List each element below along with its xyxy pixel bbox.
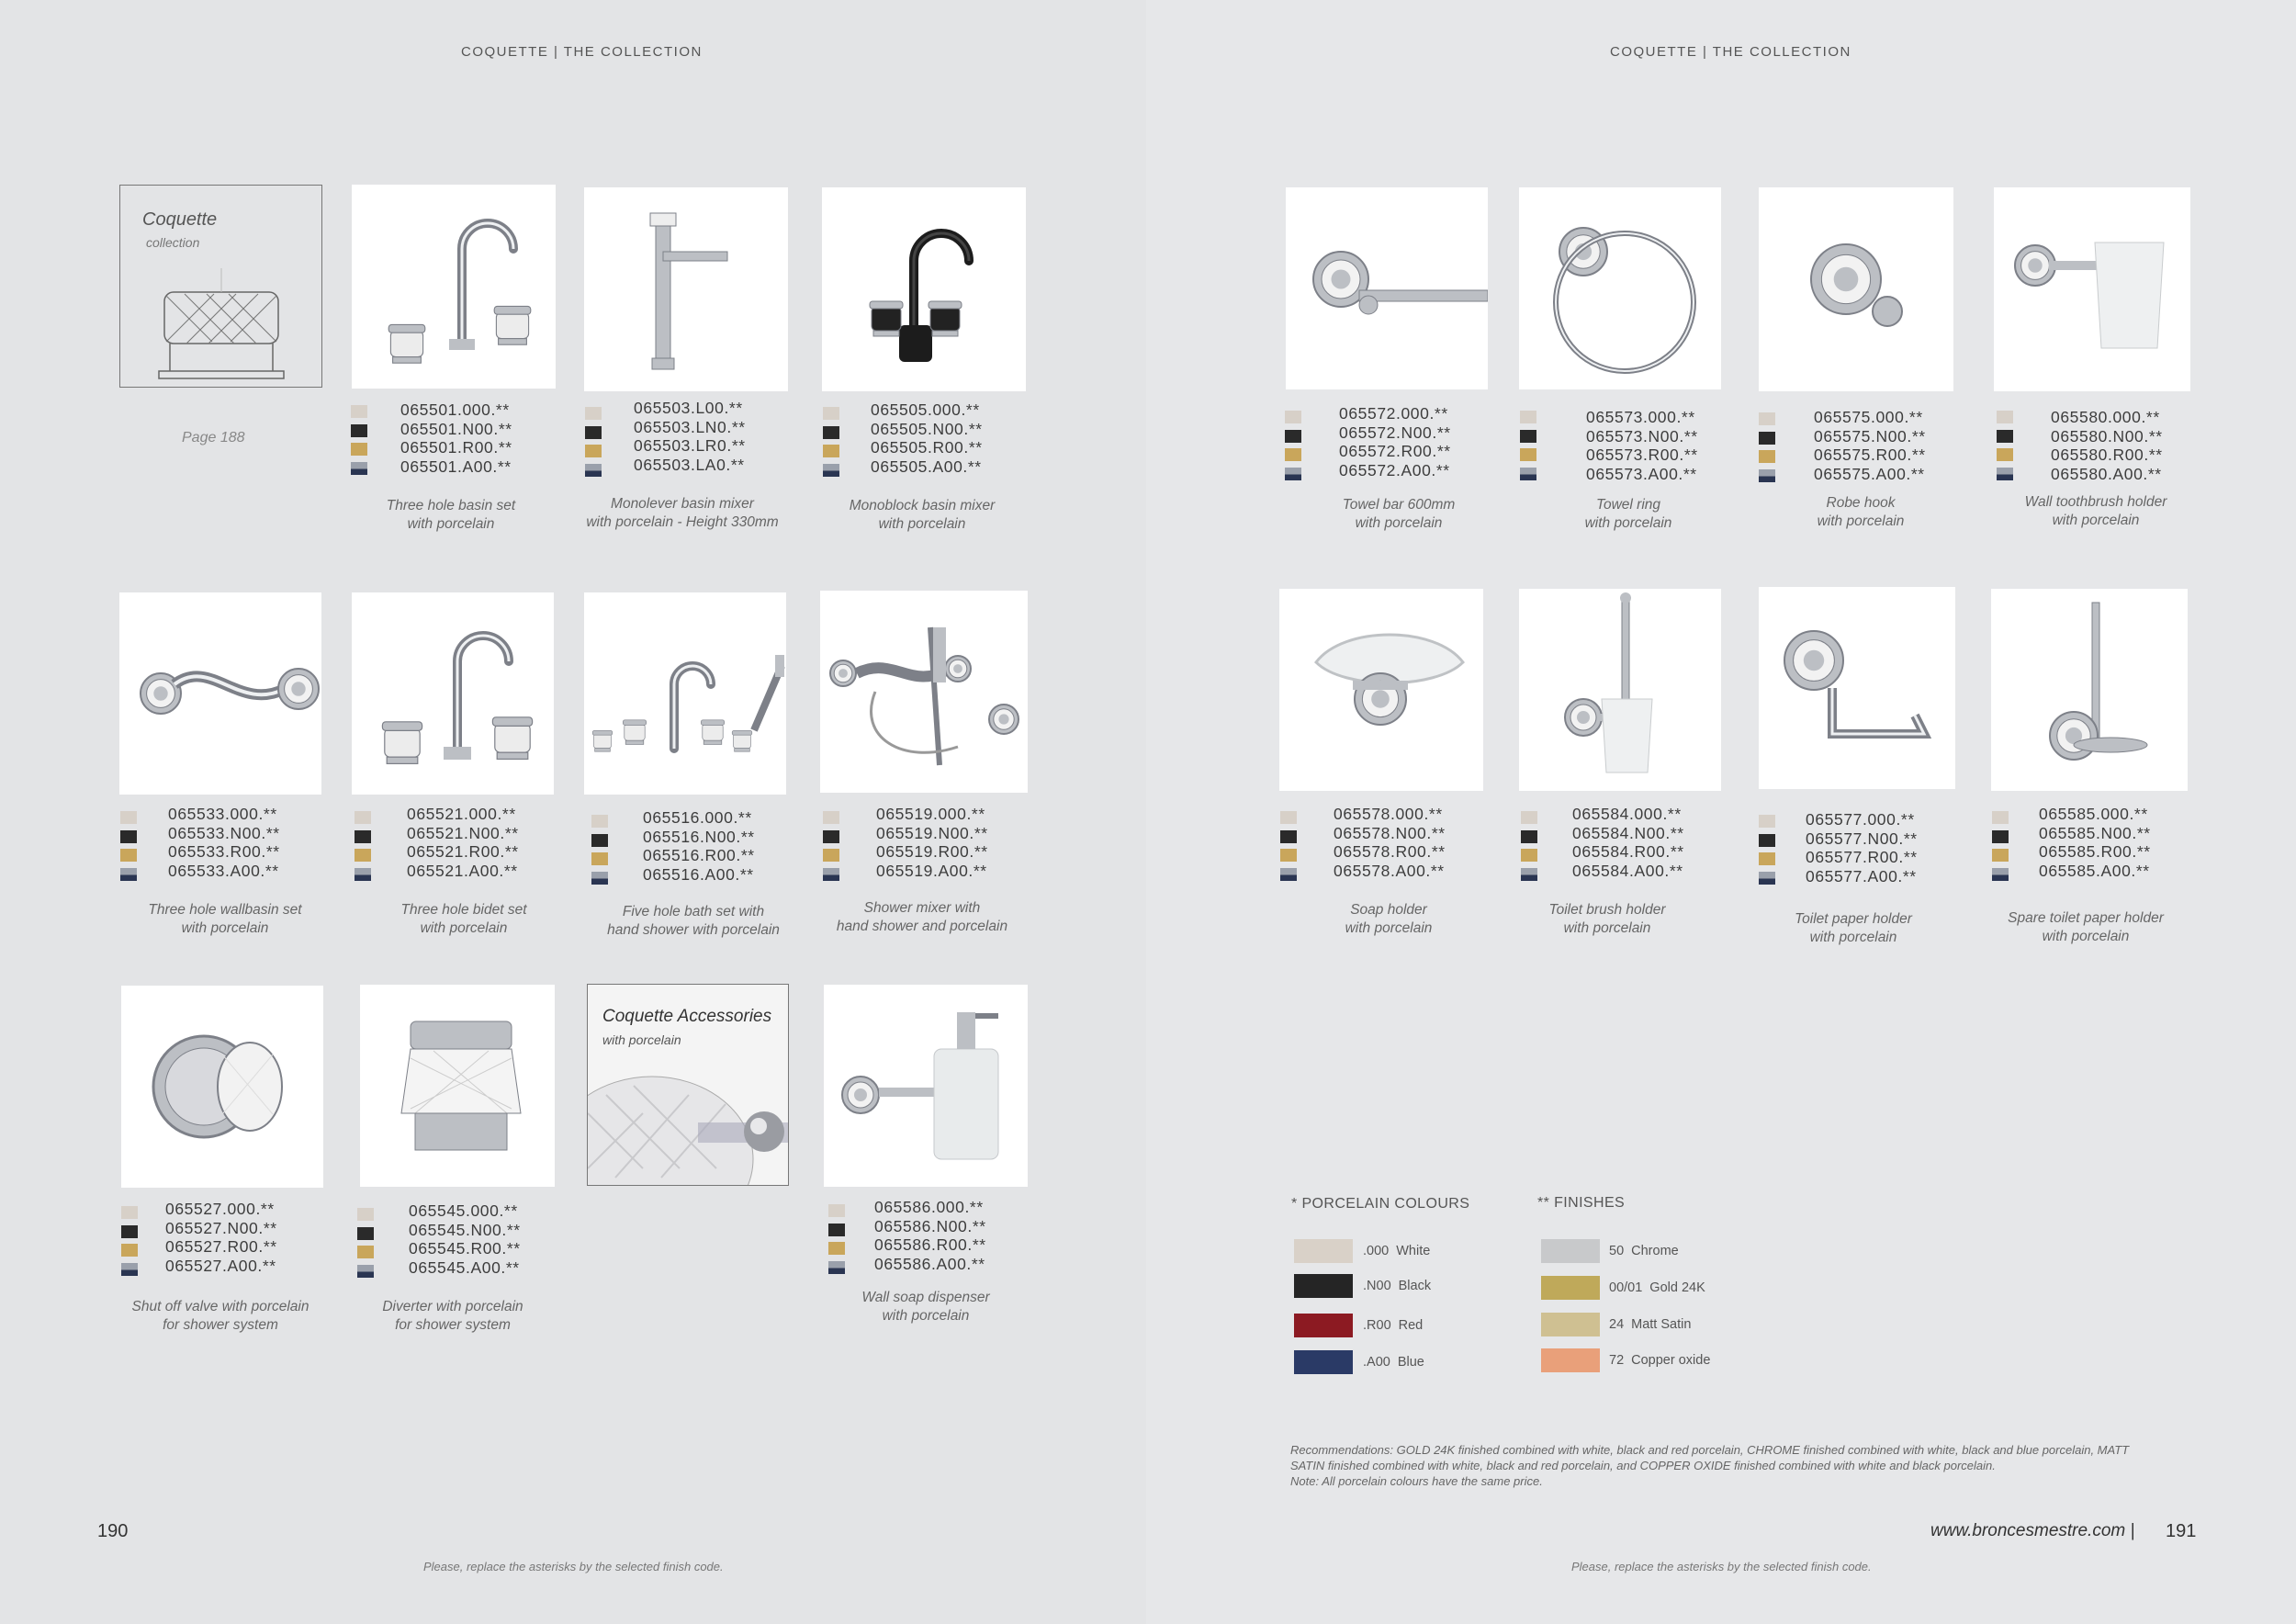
caption-line: Soap holder [1350,902,1427,918]
porcelain-swatch [120,830,137,843]
porcelain-swatch [357,1265,374,1278]
product-code: 065516.A00.** [643,864,754,884]
product-code: 065527.N00.** [165,1218,277,1237]
product-code: 065585.A00.** [2039,861,2150,880]
product-code: 065586.A00.** [874,1254,985,1273]
caption-line: with porcelain - Height 330mm [586,514,779,530]
wallbasin-set-image [119,592,321,795]
recommendation-line: Recommendations: GOLD 24K finished combined with white, black and red porcelain, CHROME finished combined with white, black and blue porcelain, MATT [1290,1443,2130,1457]
product-code: 065527.A00.** [165,1256,276,1275]
product-codes [871,400,983,476]
caption-line: Robe hook [1826,495,1896,511]
porcelain-swatch [120,811,137,824]
product-code: 065584.A00.** [1572,861,1683,880]
product-code: 065585.000.** [2039,805,2148,823]
caption-line: Wall toothbrush holder [2024,494,2167,510]
caption-line: with porcelain [1563,920,1651,936]
soap-holder-image [1279,589,1483,791]
product-caption [148,901,301,938]
porcelain-swatch [823,464,839,477]
porcelain-swatch [591,834,608,847]
product-code: 065519.000.** [876,805,985,823]
toilet-paper-holder-image [1759,587,1955,789]
product-codes [1334,805,1446,880]
product-codes [409,1201,521,1277]
product-code: 065577.A00.** [1806,866,1917,885]
caption-line: hand shower and porcelain [836,919,1008,934]
product-code: 065573.R00.** [1586,445,1698,464]
product-code: 065505.N00.** [871,419,983,438]
porcelain-knob-drawing-icon [157,268,286,380]
porcelain-swatch [1285,411,1301,423]
finish-swatch [1541,1276,1600,1300]
product-caption [1549,901,1666,938]
porcelain-swatch [121,1244,138,1257]
porcelain-swatch [823,426,839,439]
porcelain-swatch [823,849,839,862]
product-code: 065586.000.** [874,1198,984,1216]
collection-title: Coquette [142,209,218,230]
product-caption [1345,901,1433,938]
product-caption [586,495,778,532]
product-code: 065573.N00.** [1586,426,1698,445]
porcelain-swatch [591,872,608,885]
product-code: 065516.N00.** [643,827,755,846]
website-url[interactable]: www.broncesmestre.com | [1930,1521,2135,1540]
legend-name: White [1396,1244,1431,1258]
caption-line: Monoblock basin mixer [849,498,996,513]
product-caption [382,1298,523,1335]
porcelain-swatch [1759,432,1775,445]
product-caption [400,901,526,938]
recommendation-line: Note: All porcelain colours have the same price. [1290,1474,1543,1488]
product-code: 065577.N00.** [1806,829,1918,848]
product-code: 065578.000.** [1334,805,1443,823]
porcelain-swatch [1997,448,2013,461]
product-code: 065575.R00.** [1814,445,1926,464]
product-code: 065501.N00.** [400,419,512,438]
porcelain-colour-swatch [1294,1350,1353,1374]
product-caption [387,497,515,534]
collection-subtitle: collection [146,235,200,250]
product-caption [132,1298,310,1335]
porcelain-swatch [1992,849,2009,862]
porcelain-swatch [1520,468,1536,480]
product-code: 065575.N00.** [1814,426,1926,445]
product-code: 065501.000.** [400,400,510,419]
product-code: 065519.R00.** [876,842,988,861]
legend-entry [1609,1244,1679,1258]
porcelain-colour-swatch [1294,1314,1353,1337]
porcelain-swatch [1521,868,1537,881]
legend-entry [1363,1318,1423,1333]
porcelain-swatch [1759,815,1775,828]
legend-code: 50 [1609,1244,1625,1258]
caption-line: Five hole bath set with [622,904,765,919]
page-reference: Page 188 [182,430,245,445]
porcelain-swatch [823,811,839,824]
caption-line: Toilet brush holder [1548,902,1666,918]
porcelain-swatch [1997,430,2013,443]
legend-name: Black [1398,1279,1432,1293]
porcelain-swatch [823,868,839,881]
product-codes [874,1198,986,1273]
product-caption [861,1289,989,1325]
legend-code: 24 [1609,1317,1625,1332]
caption-line: with porcelain [1817,513,1905,529]
toilet-brush-holder-image [1519,589,1721,791]
product-code: 065585.N00.** [2039,823,2151,842]
legend-code: .R00 [1363,1318,1391,1333]
porcelain-swatch [828,1242,845,1255]
porcelain-swatch [1759,834,1775,847]
monolever-basin-mixer-image [584,187,788,391]
porcelain-colour-swatch [1294,1274,1353,1298]
product-code: 065580.000.** [2051,408,2160,426]
product-code: 065545.A00.** [409,1257,520,1277]
porcelain-swatch [355,830,371,843]
product-code: 065577.000.** [1806,810,1915,829]
product-code: 065586.R00.** [874,1235,986,1254]
page-number: 191 [2166,1521,2197,1541]
caption-line: Shut off valve with porcelain [131,1299,310,1314]
caption-line: with porcelain [181,920,269,936]
caption-line: Wall soap dispenser [861,1290,990,1305]
product-code: 065584.R00.** [1572,842,1684,861]
porcelain-swatch [828,1204,845,1217]
caption-line: Towel bar 600mm [1342,497,1456,513]
porcelain-swatch [1521,830,1537,843]
toothbrush-holder-image [1994,187,2190,391]
caption-line: with porcelain [2042,929,2130,944]
shut-off-valve-image [121,986,323,1188]
product-code: 065521.000.** [407,805,516,823]
caption-line: with porcelain [1345,920,1433,936]
caption-line: with porcelain [2052,513,2140,528]
product-code: 065505.A00.** [871,457,982,476]
porcelain-swatch [1759,872,1775,885]
porcelain-swatch [1759,412,1775,425]
caption-line: for shower system [163,1317,278,1333]
product-codes [407,805,519,880]
page-header: COQUETTE | THE COLLECTION [1610,44,1851,60]
porcelain-swatch [357,1246,374,1258]
product-code: 065580.N00.** [2051,426,2163,445]
porcelain-swatch [1521,811,1537,824]
product-code: 065503.LN0.** [634,417,746,436]
left-page [0,0,1146,1624]
caption-line: Three hole wallbasin set [148,902,302,918]
porcelain-swatch [1997,411,2013,423]
porcelain-colour-swatch [1294,1239,1353,1263]
product-caption [2025,493,2167,530]
legend-entry [1609,1353,1710,1368]
product-code: 065521.N00.** [407,823,519,842]
legend-entry [1363,1279,1431,1293]
product-code: 065545.R00.** [409,1239,521,1257]
product-code: 065577.R00.** [1806,848,1918,866]
caption-line: Diverter with porcelain [382,1299,523,1314]
porcelain-swatch [1285,468,1301,480]
legend-code: .000 [1363,1244,1390,1258]
legend-entry [1363,1355,1424,1370]
porcelain-swatch [585,426,602,439]
product-code: 065572.N00.** [1339,423,1451,442]
product-code: 065575.A00.** [1814,464,1925,483]
porcelain-swatch [828,1224,845,1236]
caption-line: Shower mixer with [863,900,981,916]
product-code: 065503.L00.** [634,399,743,417]
product-code: 065584.N00.** [1572,823,1684,842]
porcelain-swatch [1992,830,2009,843]
porcelain-swatch [585,445,602,457]
product-codes [1572,805,1684,880]
product-code: 065572.R00.** [1339,442,1451,460]
porcelain-swatch [120,868,137,881]
porcelain-swatch [1521,849,1537,862]
porcelain-swatch [1520,448,1536,461]
five-hole-bath-set-image [584,592,786,795]
porcelain-swatch [1759,469,1775,482]
product-code: 065527.000.** [165,1200,275,1218]
product-code: 065521.R00.** [407,842,519,861]
product-code: 065501.A00.** [400,457,512,476]
porcelain-swatch [357,1208,374,1221]
product-code: 065516.000.** [643,808,752,827]
porcelain-swatch [1280,849,1297,862]
caption-line: with porcelain [882,1308,970,1324]
porcelain-colours-title: * PORCELAIN COLOURS [1291,1196,1470,1212]
porcelain-swatch [351,424,367,437]
porcelain-swatch [355,811,371,824]
porcelain-swatch [823,407,839,420]
accessories-box [587,984,789,1186]
product-code: 065572.000.** [1339,404,1448,423]
product-code: 065578.A00.** [1334,861,1445,880]
product-codes [2051,408,2163,483]
product-code: 065578.N00.** [1334,823,1446,842]
robe-hook-image [1759,187,1953,391]
finish-swatch [1541,1239,1600,1263]
product-code: 065585.R00.** [2039,842,2151,861]
recommendations [1290,1442,2190,1489]
accessories-title: Coquette Accessories [602,1007,772,1026]
right-page [1146,0,2296,1624]
product-code: 065516.R00.** [643,846,755,864]
porcelain-swatch [1280,868,1297,881]
product-code: 065533.N00.** [168,823,280,842]
legend-code: 00/01 [1609,1280,1643,1295]
legend-code: .N00 [1363,1279,1391,1293]
legend-name: Matt Satin [1631,1317,1692,1332]
product-codes [634,399,746,474]
product-caption [607,903,780,940]
collection-intro-box [119,185,322,388]
porcelain-swatch [591,815,608,828]
porcelain-swatch [585,407,602,420]
page-header: COQUETTE | THE COLLECTION [461,44,703,60]
legend-name: Copper oxide [1631,1353,1711,1368]
product-code: 065573.A00.** [1586,464,1697,483]
product-code: 065533.000.** [168,805,277,823]
porcelain-swatch [120,849,137,862]
product-code: 065527.R00.** [165,1237,277,1256]
shower-mixer-image [820,591,1028,793]
product-codes [1586,408,1698,483]
porcelain-swatch [357,1227,374,1240]
product-code: 065521.A00.** [407,861,518,880]
product-code: 065519.N00.** [876,823,988,842]
product-code: 065505.R00.** [871,438,983,457]
finishes-title: ** FINISHES [1537,1195,1626,1211]
caption-line: for shower system [395,1317,511,1333]
product-codes [1814,408,1926,483]
three-hole-basin-set-image [352,185,556,389]
product-code: 065533.A00.** [168,861,279,880]
product-caption [1585,496,1672,533]
recommendation-line: SATIN finished combined with white, black and red porcelain, and COPPER OXIDE finished combined with white and black porcelain. [1290,1459,1996,1472]
porcelain-swatch [121,1225,138,1238]
product-code: 065584.000.** [1572,805,1682,823]
legend-name: Blue [1397,1355,1424,1370]
caption-line: Three hole basin set [386,498,516,513]
legend-entry [1609,1317,1691,1332]
caption-line: with porcelain [420,920,508,936]
porcelain-swatch [355,868,371,881]
product-code: 065572.A00.** [1339,460,1450,479]
porcelain-swatch [351,405,367,418]
caption-line: Three hole bidet set [400,902,527,918]
porcelain-swatch [1520,411,1536,423]
caption-line: Toilet paper holder [1795,911,1912,927]
porcelain-swatch [1285,448,1301,461]
porcelain-swatch [1992,868,2009,881]
caption-line: Towel ring [1595,497,1661,513]
porcelain-swatch [351,462,367,475]
porcelain-swatch [828,1261,845,1274]
product-caption [2008,909,2164,946]
towel-bar-image [1286,187,1488,389]
product-code: 065578.R00.** [1334,842,1446,861]
product-code: 065533.R00.** [168,842,280,861]
porcelain-swatch [1280,811,1297,824]
porcelain-swatch [591,852,608,865]
porcelain-swatch [1759,450,1775,463]
porcelain-swatch [1997,468,2013,480]
product-code: 065503.LA0.** [634,455,745,474]
product-caption [850,497,996,534]
porcelain-swatch [121,1206,138,1219]
caption-line: with porcelain [1809,930,1897,945]
product-codes [1339,404,1451,479]
porcelain-swatch [1520,430,1536,443]
legend-name: Red [1398,1318,1424,1333]
product-code: 065580.R00.** [2051,445,2163,464]
finish-swatch [1541,1313,1600,1336]
page-number: 190 [97,1521,129,1541]
product-code: 065586.N00.** [874,1216,986,1235]
legend-code: 72 [1609,1353,1625,1368]
legend-name: Gold 24K [1649,1280,1705,1295]
accessories-subtitle: with porcelain [602,1032,681,1047]
caption-line: with porcelain [407,516,495,532]
spare-paper-holder-image [1991,589,2188,791]
bidet-set-image [352,592,554,795]
porcelain-swatch [823,830,839,843]
product-caption [1818,494,1905,531]
porcelain-swatch [1285,430,1301,443]
caption-line: hand shower with porcelain [607,922,780,938]
porcelain-swatch [1992,811,2009,824]
porcelain-swatch [355,849,371,862]
monoblock-basin-mixer-image [822,187,1026,391]
porcelain-swatch [585,464,602,477]
product-codes [1806,810,1918,885]
footer-note: Please, replace the asterisks by the selected finish code. [1571,1560,1872,1573]
legend-entry [1609,1280,1705,1295]
product-caption [1795,910,1912,947]
product-code: 065575.000.** [1814,408,1923,426]
porcelain-swatch [1759,852,1775,865]
product-code: 065580.A00.** [2051,464,2162,483]
finish-swatch [1541,1348,1600,1372]
porcelain-swatch [823,445,839,457]
product-code: 065545.N00.** [409,1220,521,1239]
porcelain-swatch [121,1263,138,1276]
legend-code: .A00 [1363,1355,1390,1370]
product-code: 065573.000.** [1586,408,1695,426]
product-codes [400,400,512,476]
porcelain-swatch [1280,830,1297,843]
caption-line: Spare toilet paper holder [2008,910,2164,926]
product-caption [837,899,1007,936]
product-code: 065503.LR0.** [634,436,746,455]
product-code: 065501.R00.** [400,438,512,457]
caption-line: with porcelain [1584,515,1672,531]
caption-line: with porcelain [878,516,966,532]
product-codes [165,1200,277,1275]
product-codes [643,808,755,884]
product-code: 065545.000.** [409,1201,518,1220]
legend-entry [1363,1244,1430,1258]
product-code: 065505.000.** [871,400,980,419]
product-caption [1343,496,1456,533]
product-codes [876,805,988,880]
diverter-image [360,985,555,1187]
legend-name: Chrome [1631,1244,1679,1258]
footer-note: Please, replace the asterisks by the selected finish code. [423,1560,724,1573]
towel-ring-image [1519,187,1721,389]
caption-line: Monolever basin mixer [611,496,754,512]
product-codes [2039,805,2151,880]
product-codes [168,805,280,880]
soap-dispenser-image [824,985,1028,1187]
porcelain-swatch [351,443,367,456]
caption-line: with porcelain [1355,515,1443,531]
product-code: 065519.A00.** [876,861,987,880]
